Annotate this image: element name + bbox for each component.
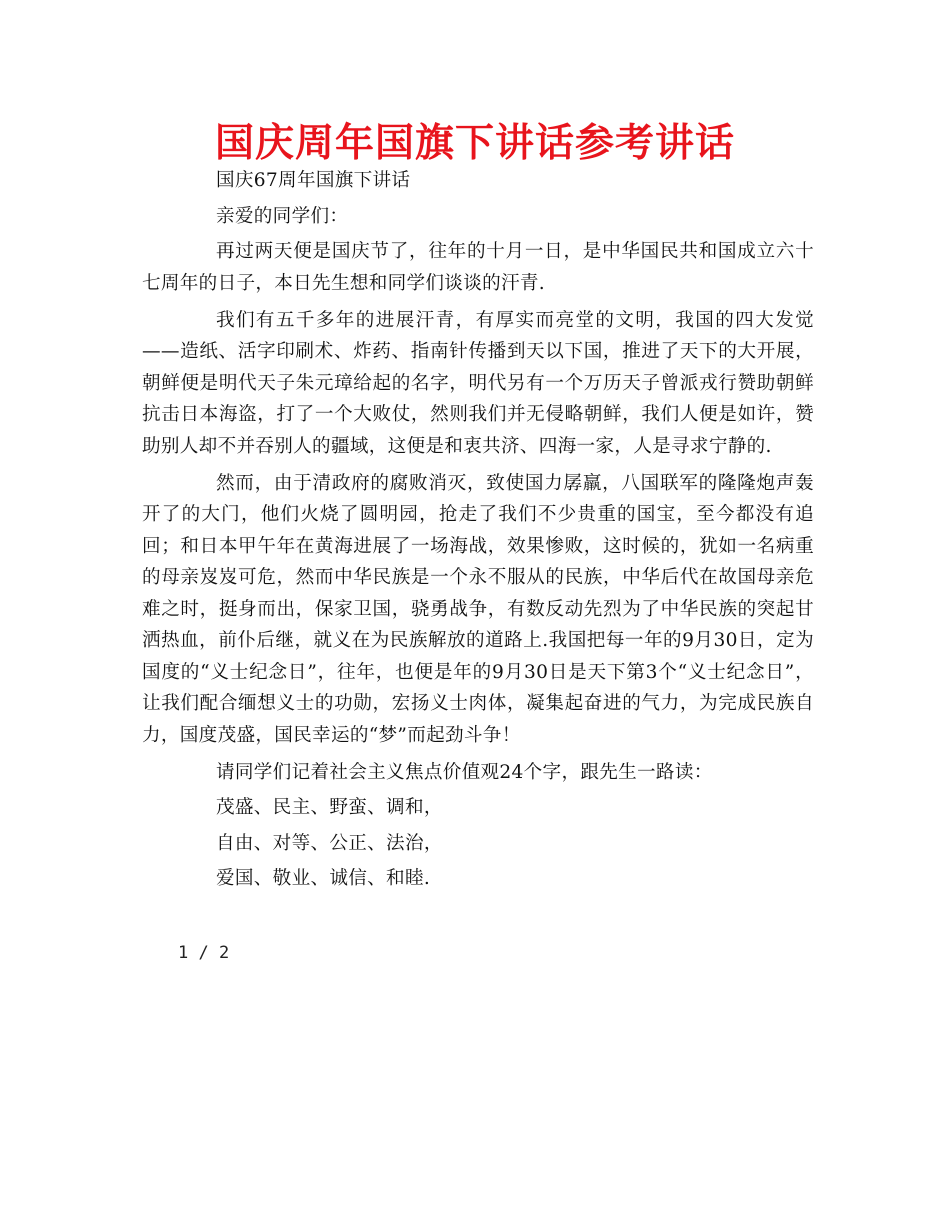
paragraph-3: 然而，由于清政府的腐败消灭，致使国力孱羸，八国联军的隆隆炮声轰开了的大门，他们火烧了圆明园，抢走了我们不少贵重的国宝，至今都没有追回；和日本甲午年在黄海进展了一场海战，效果惨败，这时候的，犹如一名病重的母亲岌岌可危，然而中华民族是一个永不服从的民族，中华后代在故国母亲危难之时，挺身而出，保家卫国，骁勇战争，有数反动先烈为了中华民族的突起甘洒热血，前仆后继，就义在为民族解放的道路上.我国把每一年的9月30日，定为国度的“义士纪念日”，往年，也便是年的9月30日是天下第3个“义士纪念日”，让我们配合缅想义士的功勋，宏扬义士肉体，凝集起奋进的气力，为完成民族自力，国度茂盛，国民幸运的“梦”而起劲斗争！ — [142, 472, 814, 746]
page-number: 1 / 2 — [178, 943, 230, 963]
paragraph-4: 请同学们记着社会主义焦点价值观24个字，跟先生一路读： — [216, 761, 713, 783]
paragraph-2: 我们有五千多年的进展汗青，有厚实而亮堂的文明，我国的四大发觉——造纸、活字印刷术、炸药、指南针传播到天以下国，推进了天下的大开展，朝鲜便是明代天子朱元璋给起的名字，明代另有一个万历天子曾派戎行赞助朝鲜抗击日本海盗，打了一个大败仗，然则我们并无侵略朝鲜，我们人便是如许，赞助别人却不并吞别人的疆域，这便是和衷共济、四海一家，人是寻求宁静的. — [142, 309, 814, 457]
values-line-3: 爱国、敬业、诚信、和睦. — [216, 868, 431, 889]
paragraph-1: 再过两天便是国庆节了，往年的十月一日，是中华国民共和国成立六十七周年的日子，本日先生想和同学们谈谈的汗青. — [142, 241, 814, 294]
document-title: 国庆周年国旗下讲话参考讲话 — [214, 121, 735, 166]
values-line-2: 自由、对等、公正、法治， — [216, 832, 443, 854]
values-line-1: 茂盛、民主、野蛮、调和， — [216, 797, 443, 818]
document-subtitle: 国庆67周年国旗下讲话 — [216, 170, 411, 191]
document-body — [142, 165, 814, 899]
greeting: 亲爱的同学们： — [216, 205, 349, 227]
